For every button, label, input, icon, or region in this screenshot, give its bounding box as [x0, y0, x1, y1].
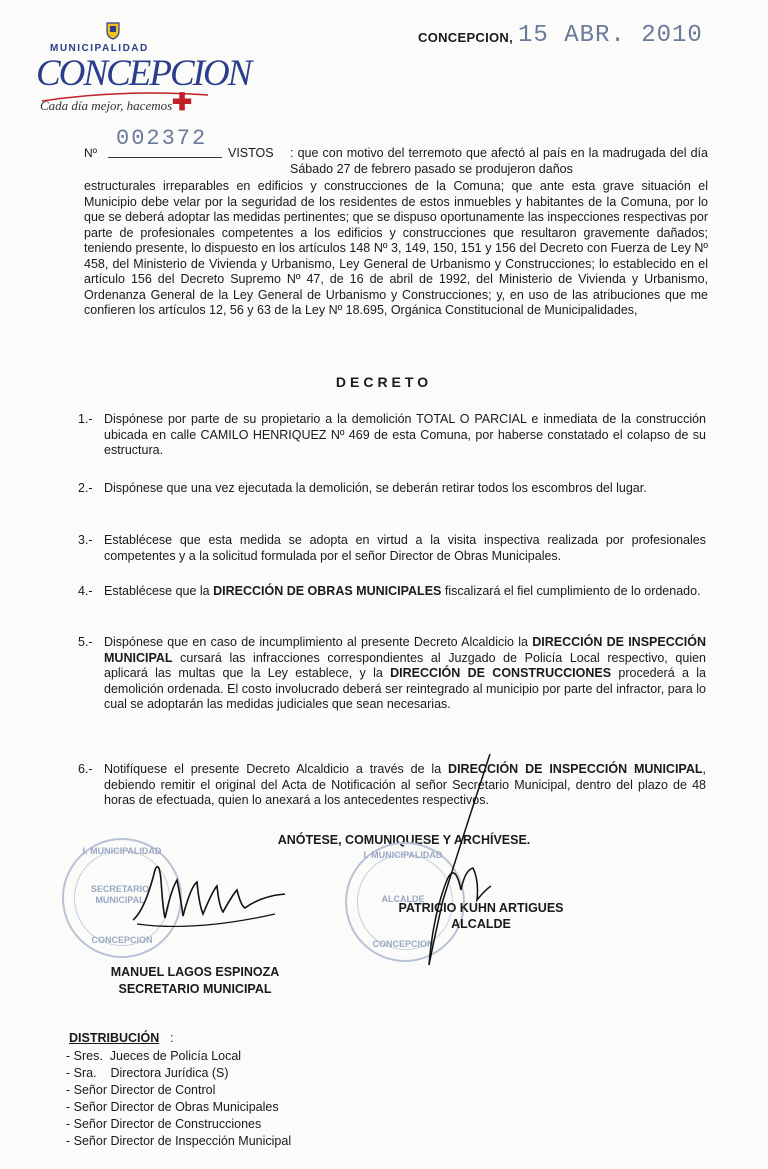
item-number: 1.-: [78, 412, 93, 426]
mayor-seal-top-text: I. MUNICIPALIDAD: [363, 850, 443, 860]
decreto-title: DECRETO: [335, 374, 433, 390]
distribution-item: - Señor Director de Control: [66, 1083, 216, 1097]
vistos-body: estructurales irreparables en edificios y construcciones de la Comuna; que ante esta grave situación el Municipio debe velar por la seguridad de los residentes de estos inmuebles y habitantes de la Comuna, por lo que se deberá adoptar las medidas pertinentes; que se dispuso oportunamente las inspecciones respectivas por parte de profesionales competentes a los edificios y construcciones que resultaron gravemente dañados; teniendo presente, lo dispuesto en los artículos 148 Nº 3, 149, 150, 151 y 156 del Decreto con Fuerza de Ley Nº 458, del Ministerio de Vivienda y Urbanismo, Ley General de Urbanismo y Construcciones; lo establecido en el artículo 156 del Decreto Supremo Nº 47, de 16 de abril de 1992, del Ministerio de Vivienda y Urbanismo, Ordenanza General de la Ley General de Urbanismo y Construcciones; y, en uso de las atribuciones que me confieren los artículos 12, 56 y 63 de la Ley Nº 18.695, Orgánica Constitucional de Municipalidades,: [84, 179, 708, 317]
document-place: CONCEPCION,: [418, 30, 514, 45]
plus-icon: ✚: [172, 89, 193, 116]
decree-item: Dispónese por parte de su propietario a la demolición TOTAL O PARCIAL e inmediata de la construcción ubicada en calle CAMILO HENRIQUEZ Nº 469 de esta Comuna, por haberse constatado el colapso de su estructura.: [104, 412, 706, 457]
secretary-title: SECRETARIO MUNICIPAL: [118, 982, 272, 996]
distribution-list: [66, 1048, 291, 1150]
distribution-item: - Señor Director de Inspección Municipal: [66, 1134, 292, 1148]
secretary-seal-top-text: I. MUNICIPALIDAD: [82, 846, 162, 856]
secretary-seal-bottom-text: CONCEPCION: [91, 935, 153, 945]
decree-item: Dispónese que en caso de incumplimiento al presente Decreto Alcaldicio la DIRECCIÓN DE INSPECCIÓN MUNICIPAL cursará las infracciones correspondientes al Juzgado de Policía Local respectivo, quien aplicará las multas que la Ley establece, y la DIRECCIÓN DE CONSTRUCCIONES procederá a la demolición ordenada. El costo involucrado deberá ser reintegrado al municipio por parte del infractor, para lo cual se adoptarán las medidas judiciales que sean necesarias.: [104, 635, 706, 711]
closing-formula: ANÓTESE, COMUNIQUESE Y ARCHÍVESE.: [277, 833, 531, 847]
decree-item: Establécese que esta medida se adopta en virtud a la visita inspectiva realizada por profesionales competentes y a la solicitud formulada por el señor Director de Obras Municipales.: [104, 533, 706, 563]
item-number: 2.-: [78, 481, 93, 495]
mayor-seal-center-text: ALCALDE: [381, 894, 425, 904]
distribution-item: - Sra. Directora Jurídica (S): [66, 1066, 229, 1080]
mayor-signature: [395, 750, 505, 975]
distribution-item: - Señor Director de Obras Municipales: [66, 1100, 279, 1114]
date-stamp: 15 ABR. 2010: [518, 22, 703, 49]
vistos-label: VISTOS: [228, 146, 274, 160]
secretary-seal-center-text: SECRETARIO MUNICIPAL: [90, 884, 150, 905]
item-number: 4.-: [78, 584, 93, 598]
document-number-underline: [108, 157, 222, 158]
decree-item: Notifíquese el presente Decreto Alcaldicio a través de la DIRECCIÓN DE INSPECCIÓN MUNICIPAL, debiendo remitir el original del Acta de Notificación al señor Secretario Municipal, dentro del plazo de 48 horas de efectuada, quien lo anexará a los antecedentes respectivos.: [104, 762, 706, 807]
vistos-first-lines: : que con motivo del terremoto que afectó al país en la madrugada del día Sábado 27 de febrero pasado se produjeron daños: [290, 146, 708, 176]
logo-slogan: Cada día mejor, hacemos: [40, 98, 173, 113]
distribution-item: - Señor Director de Construcciones: [66, 1117, 262, 1131]
distribution-item: - Sres. Jueces de Policía Local: [66, 1049, 242, 1063]
decree-item: Dispónese que una vez ejecutada la demolición, se deberán retirar todos los escombros del lugar.: [104, 481, 647, 495]
decree-item: Establécese que la DIRECCIÓN DE OBRAS MUNICIPALES fiscalizará el fiel cumplimiento de lo ordenado.: [104, 584, 701, 598]
logo-municipalidad-text: MUNICIPALIDAD: [50, 43, 149, 54]
item-number: 3.-: [78, 533, 93, 547]
logo-city-name: CONCEPCION: [36, 53, 251, 94]
document-number-label: Nº: [84, 146, 98, 160]
mayor-seal-bottom-text: CONCEPCION: [372, 939, 434, 949]
item-number: 5.-: [78, 635, 93, 649]
mayor-title: ALCALDE: [451, 917, 511, 931]
item-number: 6.-: [78, 762, 93, 776]
document-number-stamp: 002372: [116, 126, 208, 151]
secretary-name: MANUEL LAGOS ESPINOZA: [110, 965, 280, 979]
mayor-name: PATRICIO KUHN ARTIGUES: [398, 901, 564, 915]
secretary-signature: [125, 850, 300, 940]
coat-of-arms-icon: [106, 22, 120, 40]
distribution-title: DISTRIBUCIÓN: [69, 1031, 160, 1045]
distribution-colon: :: [170, 1031, 174, 1045]
